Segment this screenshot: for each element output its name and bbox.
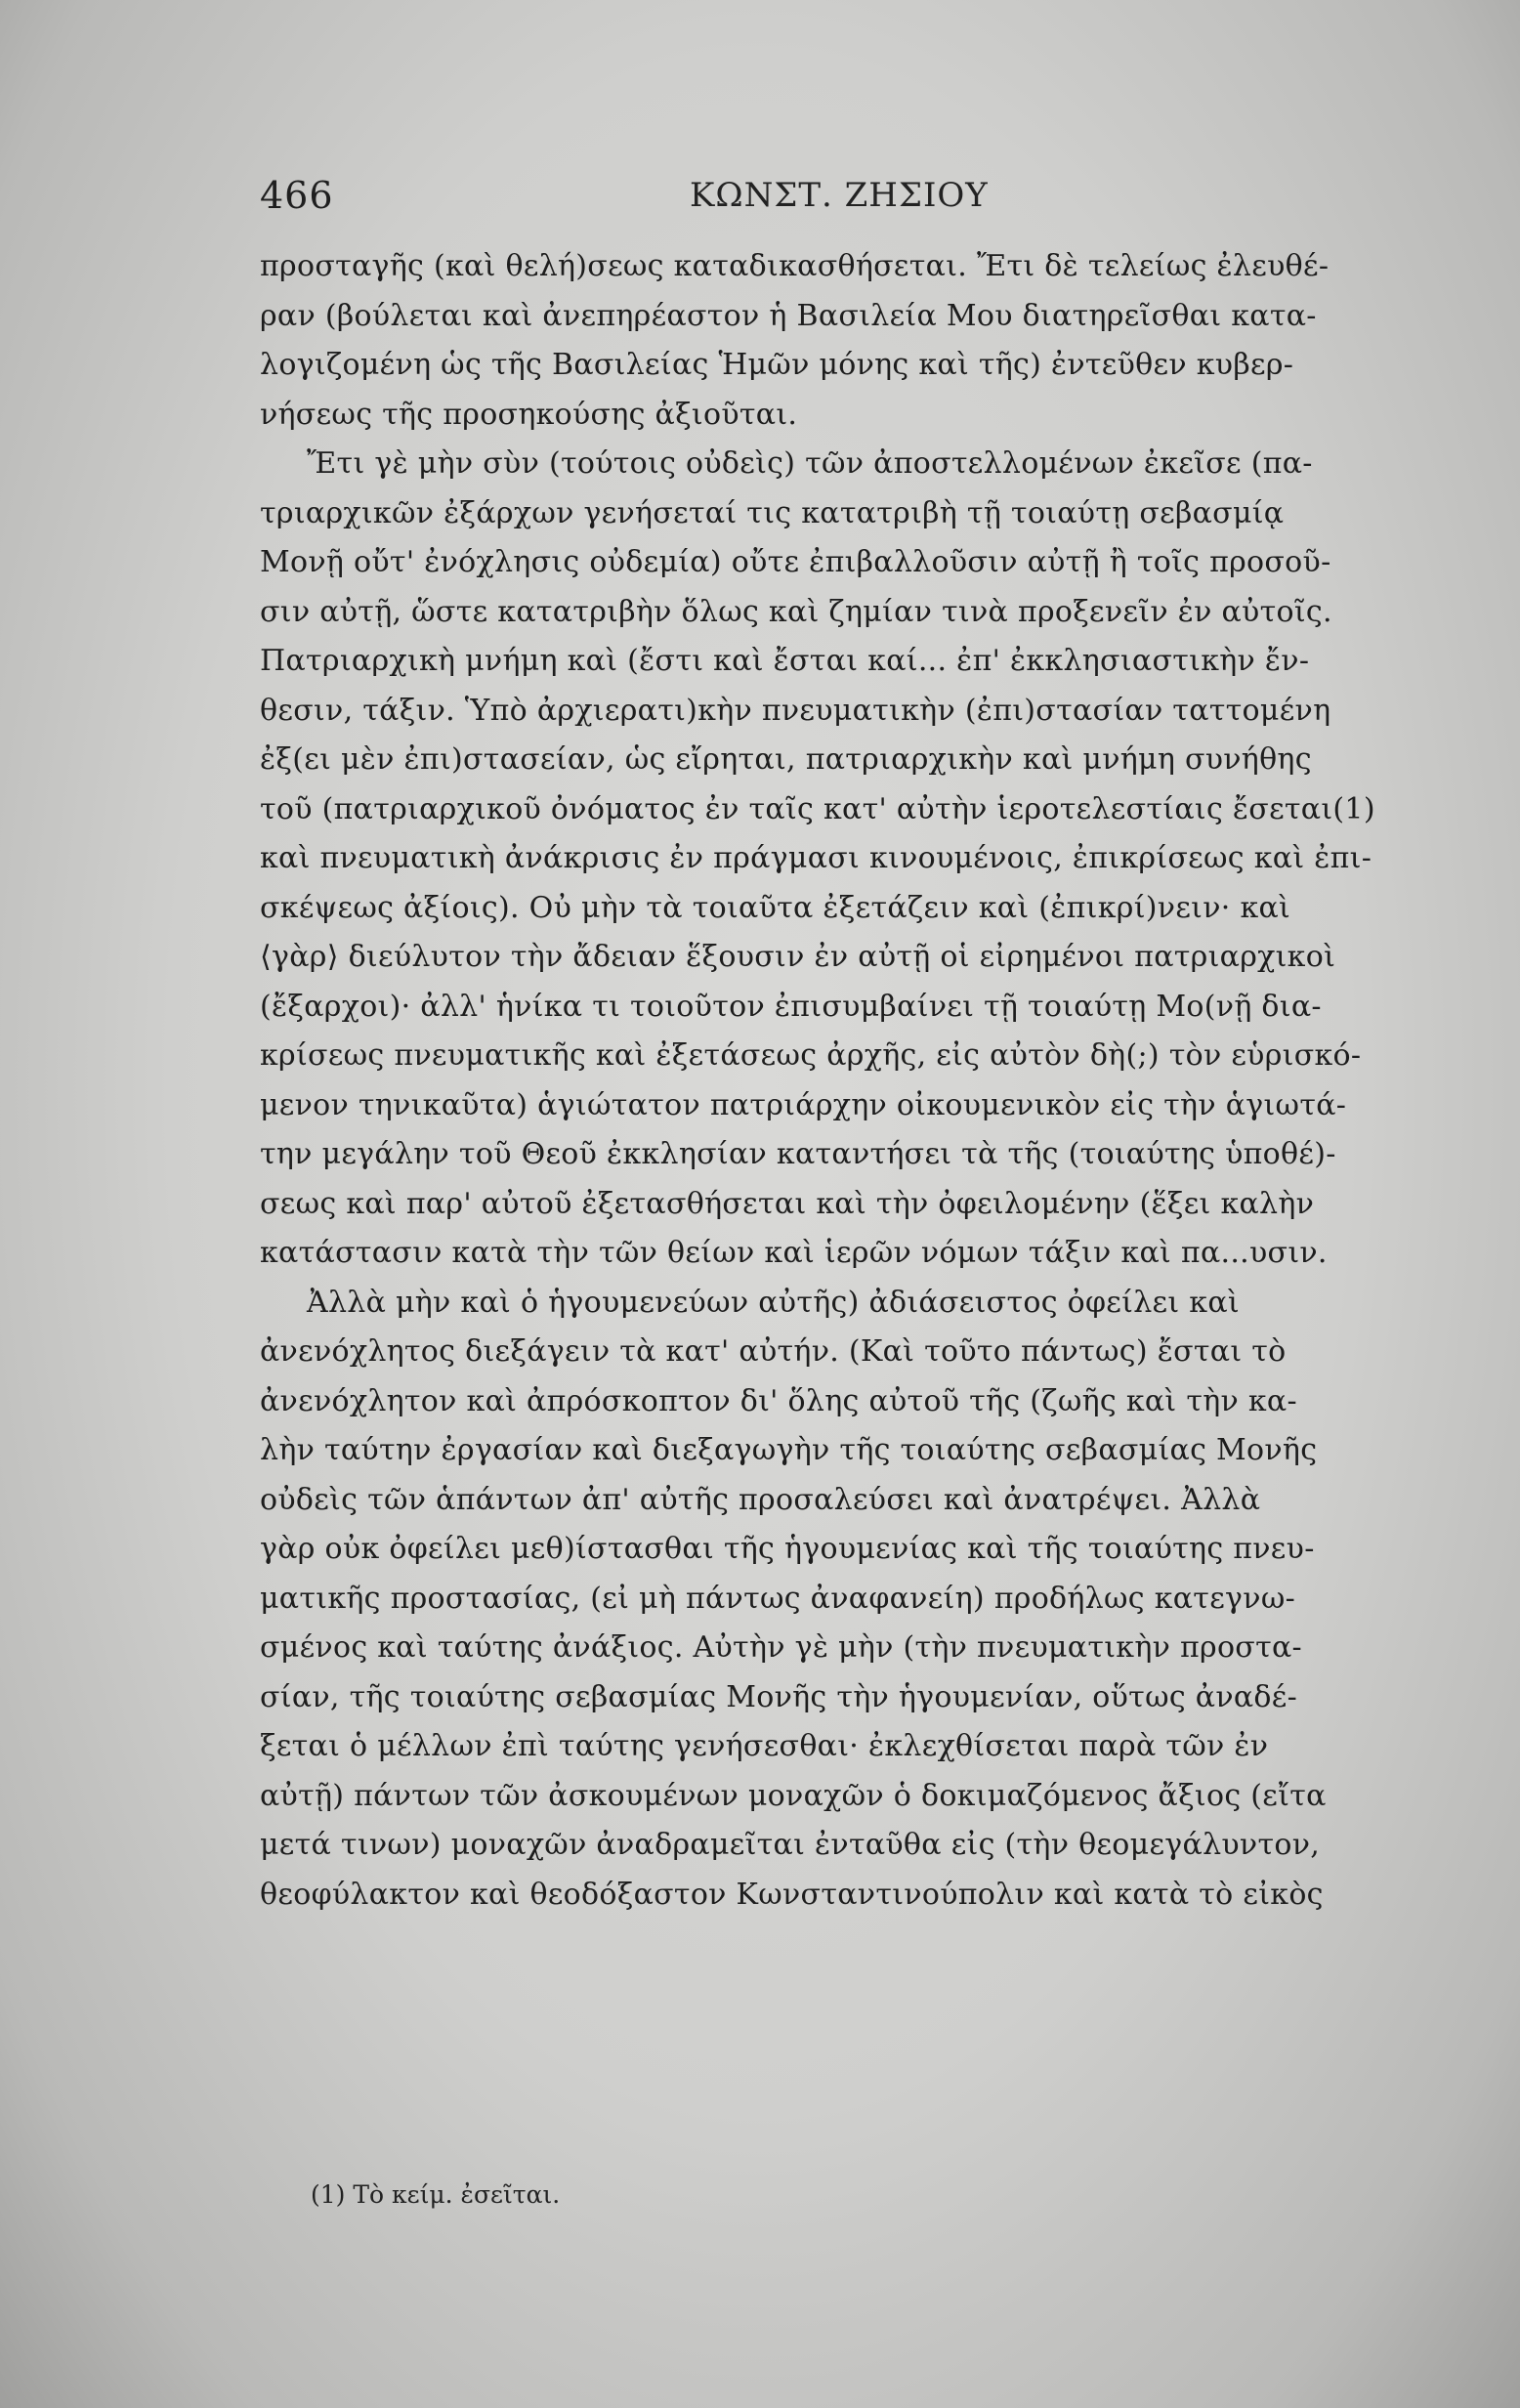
text-line: Μονῇ οὔτ' ἐνόχλησις οὐδεμία) οὔτε ἐπιβαλλοῦσιν αὐτῇ ἢ τοῖς προσοῦ-	[260, 545, 1331, 579]
text-line: μετά τινων) μοναχῶν ἀναδραμεῖται ἐνταῦθα εἰς (τὴν θεομεγάλυντον,	[260, 1828, 1321, 1862]
text-line: σίαν, τῆς τοιαύτης σεβασμίας Μονῆς τὴν ἡγουμενίαν, οὕτως ἀναδέ-	[260, 1679, 1298, 1714]
text-line: καὶ πνευματικὴ ἀνάκρισις ἐν πράγμασι κινουμένοις, ἐπικρίσεως καὶ ἐπι-	[260, 841, 1372, 875]
footnote: (1) Τὸ κείμ. ἐσεῖται.	[311, 2180, 561, 2209]
text-line: ἀνενόχλητον καὶ ἀπρόσκοπτον δι' ὅλης αὐτοῦ τῆς (ζωῆς καὶ τὴν κα-	[260, 1383, 1297, 1418]
page-number: 466	[260, 174, 334, 217]
text-line: ἀνενόχλητος διεξάγειν τὰ κατ' αὐτήν. (Καὶ τοῦτο πάντως) ἔσται τὸ	[260, 1334, 1287, 1369]
text-line: (ἔξαρχοι)· ἀλλ' ἡνίκα τι τοιοῦτον ἐπισυμβαίνει τῇ τοιαύτῃ Μο(νῇ δια-	[260, 989, 1322, 1024]
text-line: ματικῆς προστασίας, (εἰ μὴ πάντως ἀναφανείη) προδήλως κατεγνω-	[260, 1581, 1296, 1616]
text-line: νήσεως τῆς προσηκούσης ἀξιοῦται.	[260, 397, 798, 432]
text-line: μενον τηνικαῦτα) ἁγιώτατον πατριάρχην οἰκουμενικὸν εἰς τὴν ἁγιωτά-	[260, 1087, 1347, 1122]
body-text	[260, 242, 1432, 1920]
text-line: λογιζομένη ὡς τῆς Βασιλείας Ἡμῶν μόνης καὶ τῆς) ἐντεῦθεν κυβερ-	[260, 348, 1294, 382]
text-line: τριαρχικῶν ἐξάρχων γενήσεταί τις κατατριβὴ τῇ τοιαύτῃ σεβασμίᾳ	[260, 495, 1285, 530]
text-line: λὴν ταύτην ἐργασίαν καὶ διεξαγωγὴν τῆς τοιαύτης σεβασμίας Μονῆς	[260, 1433, 1318, 1467]
page-header	[260, 174, 1520, 229]
text-line: Πατριαρχικὴ μνήμη καὶ (ἔστι καὶ ἔσται καί... ἐπ' ἐκκλησιαστικὴν ἔν-	[260, 644, 1310, 678]
text-line: οὐδεὶς τῶν ἁπάντων ἀπ' αὐτῆς προσαλεύσει καὶ ἀνατρέψει. Ἀλλὰ	[260, 1482, 1261, 1517]
text-line: Ἔτι γὲ μὴν σὺν (τούτοις οὐδεὶς) τῶν ἀποστελλομένων ἐκεῖσε (πα-	[307, 446, 1313, 481]
text-line: ξεται ὁ μέλλων ἐπὶ ταύτης γενήσεσθαι· ἐκλεχθίσεται παρὰ τῶν ἐν	[260, 1729, 1269, 1763]
text-line: ραν (βούλεται καὶ ἀνεπηρέαστον ἡ Βασιλεία Μου διατηρεῖσθαι κατα-	[260, 298, 1317, 333]
running-head: ΚΩΝΣΤ. ΖΗΣΙΟΥ	[690, 176, 989, 215]
text-line: σιν αὐτῇ, ὥστε κατατριβὴν ὅλως καὶ ζημίαν τινὰ προξενεῖν ἐν αὐτοῖς.	[260, 594, 1332, 629]
text-line: αὐτῇ) πάντων τῶν ἀσκουμένων μοναχῶν ὁ δοκιμαζόμενος ἄξιος (εἴτα	[260, 1778, 1327, 1813]
text-line: κατάστασιν κατὰ τὴν τῶν θείων καὶ ἱερῶν νόμων τάξιν καὶ πα...υσιν.	[260, 1236, 1328, 1270]
text-line: ἐξ(ει μὲν ἐπι)στασείαν, ὡς εἴρηται, πατριαρχικὴν καὶ μνήμη συνήθης	[260, 742, 1312, 777]
text-line: θεσιν, τάξιν. Ὑπὸ ἀρχιερατι)κὴν πνευματικὴν (ἐπι)στασίαν ταττομένη	[260, 693, 1331, 728]
text-line: σκέψεως ἀξίοις). Οὐ μὴν τὰ τοιαῦτα ἐξετάζειν καὶ (ἐπικρί)νειν· καὶ	[260, 890, 1291, 925]
text-line: την μεγάλην τοῦ Θεοῦ ἐκκλησίαν καταντήσει τὰ τῆς (τοιαύτης ὑποθέ)-	[260, 1137, 1336, 1171]
text-line: γὰρ οὐκ ὀφείλει μεθ)ίστασθαι τῆς ἡγουμενίας καὶ τῆς τοιαύτης πνευ-	[260, 1532, 1315, 1566]
text-line: σμένος καὶ ταύτης ἀνάξιος. Αὐτὴν γὲ μὴν (τὴν πνευματικὴν προστα-	[260, 1630, 1302, 1665]
text-line: κρίσεως πνευματικῆς καὶ ἐξετάσεως ἀρχῆς, εἰς αὐτὸν δὴ(;) τὸν εὑρισκό-	[260, 1038, 1362, 1073]
text-line: τοῦ (πατριαρχικοῦ ὀνόματος ἐν ταῖς κατ' αὐτὴν ἱεροτελεστίαις ἔσεται(1)	[260, 791, 1375, 826]
text-line: Ἀλλὰ μὴν καὶ ὁ ἡγουμενεύων αὐτῆς) ἀδιάσειστος ὀφείλει καὶ	[307, 1285, 1240, 1320]
text-line: ⟨γὰρ⟩ διεύλυτον τὴν ἄδειαν ἕξουσιν ἐν αὐτῇ οἱ εἰρημένοι πατριαρχικοὶ	[260, 940, 1336, 974]
text-line: σεως καὶ παρ' αὐτοῦ ἐξετασθήσεται καὶ τὴν ὀφειλομένην (ἕξει καλὴν	[260, 1186, 1315, 1221]
text-line: προσταγῆς (καὶ θελή)σεως καταδικασθήσεται. Ἔτι δὲ τελείως ἐλευθέ-	[260, 249, 1330, 283]
text-line: θεοφύλακτον καὶ θεοδόξαστον Κωνσταντινούπολιν καὶ κατὰ τὸ εἰκὸς	[260, 1877, 1324, 1912]
